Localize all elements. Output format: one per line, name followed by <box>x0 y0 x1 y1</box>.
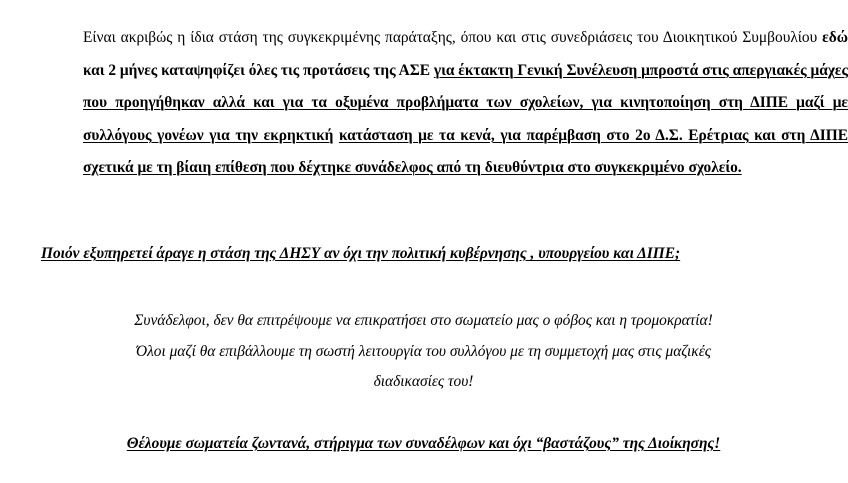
paragraph-bold-underlined-2: κατάσταση με τα κενά, για παρέμβαση στο 2ο Δ.Σ. Ερέτριας και στη ΔΙΠΕ σχετικά με τη βίαιη επίθεση που δέχτηκε συνάδελφος από τη διευθύντρια στο συγκεκριμένο σχολείο. <box>83 126 848 177</box>
paragraph-bold-underlined-1: για έκτακτη Γενική Συνέλευση μπροστά στις απεργιακές μάχες που προηγήθηκαν αλλά και για τα οξυμένα προβλήματα των σχολείων, για κινητοποίηση στη ΔΙΠΕ μαζί με συλλόγους γονέων για την εκρηκτική <box>83 61 848 144</box>
appeal-block <box>41 306 806 398</box>
paragraph-bold-statement: εδώ και 2 μήνες καταψηφίζει όλες τις προτάσεις της ΑΣΕ <box>83 29 848 79</box>
main-paragraph <box>41 22 848 185</box>
appeal-line-3: διαδικασίες του! <box>373 373 474 390</box>
closing-slogan: Θέλουμε σωματεία ζωντανά, στήριγμα των συναδέλφων και όχι “βαστάζους” της Διοίκησης! <box>126 435 721 452</box>
appeal-line-1: Συνάδελφοι, δεν θα επιτρέψουμε να επικρατήσει στο σωματείο μας ο φόβος και η τρομοκρατία! <box>134 312 713 329</box>
paragraph-intro: Είναι ακριβώς η ίδια στάση της συγκεκριμένης παράταξης, όπου και στις συνεδριάσεις του Διοικητικού Συμβουλίου <box>83 29 823 46</box>
appeal-line-2: Όλοι μαζί θα επιβάλλουμε τη σωστή λειτουργία του συλλόγου με τη συμμετοχή μας στις μαζικές <box>135 342 711 360</box>
question-line: Ποιόν εξυπηρετεί άραγε η στάση της ΔΗΣΥ αν όχι την πολιτική κυβέρνησης , υπουργείου και ΔΙΠΕ; <box>41 245 681 262</box>
